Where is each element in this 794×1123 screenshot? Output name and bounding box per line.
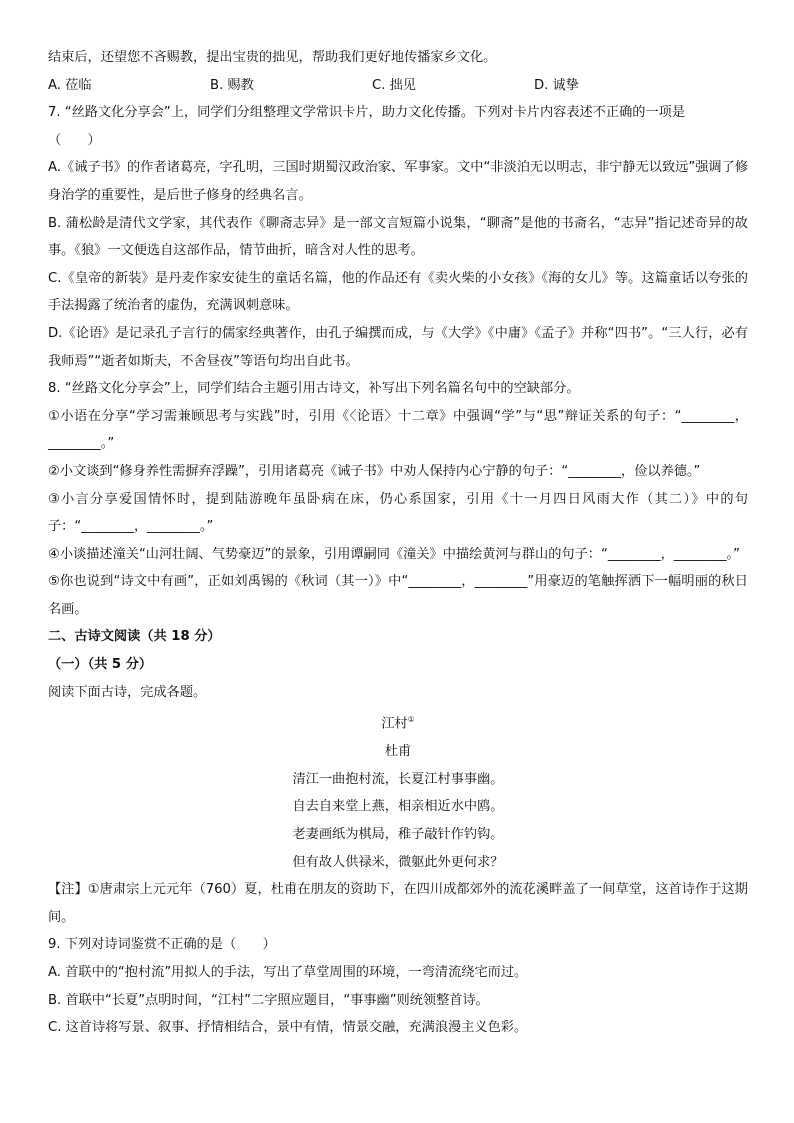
option-c: C. 拙见 xyxy=(372,77,416,93)
section-intro: 阅读下面古诗，完成各题。 xyxy=(48,684,207,700)
q8-item-4: ④小谈描述潼关“山河壮阔、气势豪迈”的景象，引用谭嗣同《潼关》中描绘黄河与群山的句子：“________，________。” xyxy=(48,546,740,562)
q8-item-3: ③小言分享爱国情怀时，提到陆游晚年虽卧病在床，仍心系国家，引用《十一月四日风雨大作（其二）》中的句子：“________，________。” xyxy=(48,491,748,535)
q8-item-2: ②小文谈到“修身养性需摒弃浮躁”，引用诸葛亮《诫子书》中劝人保持内心宁静的句子：“________，俭以养德。” xyxy=(48,463,701,479)
q7-option-b: B. 蒲松龄是清代文学家，其代表作《聊斋志异》是一部文言短篇小说集，“聊斋”是他的书斋名，“志异”指记述奇异的故事。《狼》一文便选自这部作品，情节曲折，暗含对人性的思考。 xyxy=(48,215,748,259)
q9-option-b: B. 首联中“长夏”点明时间，“江村”二字照应题目，“事事幽”则统领整首诗。 xyxy=(48,992,489,1008)
option-b: B. 赐教 xyxy=(210,77,254,93)
q8-item-1: ①小语在分享“学习需兼顾思考与实践”时，引用《〈论语〉十二章》中强调“学”与“思”辩证关系的句子：“________，________。” xyxy=(48,408,748,452)
q9-stem: 9. 下列对诗词鉴赏不正确的是（ ） xyxy=(48,937,276,953)
poem-line: 但有故人供禄米，微躯此外更何求？ xyxy=(292,854,504,870)
poem-title-text: 江村 xyxy=(381,716,408,732)
poem-title xyxy=(48,706,748,738)
poem-author: 杜甫 xyxy=(384,744,412,760)
q9-option-c: C. 这首诗将写景、叙事、抒情相结合，景中有情，情景交融，充满浪漫主义色彩。 xyxy=(48,1020,528,1036)
q6-options xyxy=(48,72,748,100)
q9-option-a: A. 首联中的“抱村流”用拟人的手法，写出了草堂周围的环境，一弯清流绕宅而过。 xyxy=(48,964,528,980)
q7-option-a: A.《诫子书》的作者诸葛亮，字孔明，三国时期蜀汉政治家、军事家。文中“非淡泊无以明志，非宁静无以致远”强调了修身治学的重要性，是后世子修身的经典名言。 xyxy=(48,160,748,203)
poem-line: 清江一曲抱村流，长夏江村事事幽。 xyxy=(292,771,504,787)
section-title: 二、古诗文阅读（共 18 分） xyxy=(48,629,221,645)
text-line: 结束后，还望您不吝赐教，提出宝贵的拙见，帮助我们更好地传播家乡文化。 xyxy=(48,50,497,65)
poem-title-note-mark: ① xyxy=(407,715,415,725)
q8-item-5: ⑤你也说到“诗文中有画”，正如刘禹锡的《秋词（其一）》中“________，________”用豪迈的笔触挥洒下一幅明丽的秋日名画。 xyxy=(48,574,748,617)
poem-line: 老妻画纸为棋局，稚子敲针作钓钩。 xyxy=(292,827,504,843)
exam-page xyxy=(48,44,748,1042)
q7-stem-bracket: （ ） xyxy=(48,132,101,148)
q8-stem: 8. “丝路文化分享会”上，同学们结合主题引用古诗文，补写出下列名篇名句中的空缺部分。 xyxy=(48,381,580,397)
q7-stem: 7. “丝路文化分享会”上，同学们分组整理文学常识卡片，助力文化传播。下列对卡片内容表述不正确的一项是 xyxy=(48,105,686,121)
option-a: A. 莅临 xyxy=(48,77,92,93)
q7-option-c: C.《皇帝的新装》是丹麦作家安徒生的童话名篇，他的作品还有《卖火柴的小女孩》《海的女儿》等。这篇童话以夸张的手法揭露了统治者的虚伪，充满讽刺意味。 xyxy=(48,270,748,314)
option-d: D. 诚挚 xyxy=(534,77,579,93)
poem-note: 【注】①唐肃宗上元元年（760）夏，杜甫在朋友的资助下，在四川成都郊外的流花溪畔盖了一间草堂，这首诗作于这期间。 xyxy=(48,882,748,925)
q7-option-d: D.《论语》是记录孔子言行的儒家经典著作，由孔子编撰而成，与《大学》《中庸》《孟子》并称“四书”。“三人行，必有我师焉”“逝者如斯夫，不舍昼夜”等语句均出自此书。 xyxy=(48,325,748,369)
subsection-title: （一）（共 5 分） xyxy=(48,657,153,673)
poem-line: 自去自来堂上燕，相亲相近水中鸥。 xyxy=(292,799,504,815)
